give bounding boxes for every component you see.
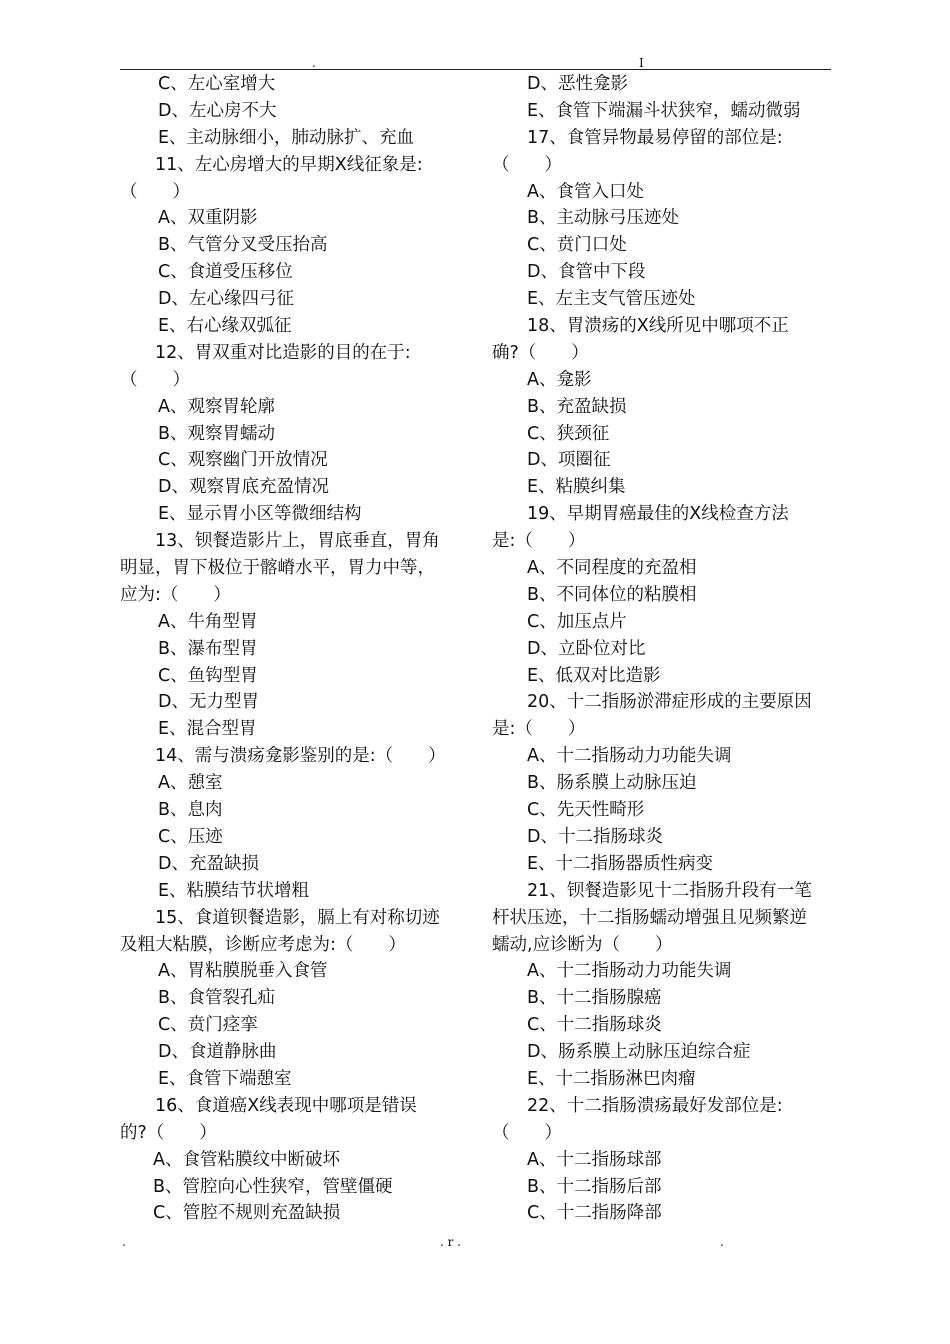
option-line: D、左心房不大 [158,100,277,121]
option-line: D、十二指肠球炎 [527,826,663,847]
question-line: 20、十二指肠淤滞症形成的主要原因 [527,692,812,713]
question-line: 12、胃双重对比造影的目的在于: [155,342,411,363]
question-line: 22、十二指肠溃疡最好发部位是: [527,1095,783,1116]
option-line: D、食道静脉曲 [158,1042,277,1063]
option-line: E、低双对比造影 [527,665,661,686]
option-line: A、憩室 [158,773,223,794]
question-continuation: 是:（ ） [492,531,586,552]
question-line: 11、左心房增大的早期X线征象是: [155,154,423,175]
question-continuation: 是:（ ） [492,719,586,740]
question-continuation: （ ） [492,154,562,175]
option-line: A、观察胃轮廓 [158,396,275,417]
option-line: E、食管下端憩室 [158,1068,292,1089]
option-line: A、牛角型胃 [158,611,258,632]
option-line: E、主动脉细小，肺动脉扩、充血 [158,127,415,148]
option-line: C、观察幽门开放情况 [158,450,328,471]
option-line: A、不同程度的充盈相 [527,558,697,579]
question-continuation: （ ） [120,181,190,202]
header-dot: . [312,56,316,70]
option-line: C、鱼钩型胃 [158,665,258,686]
question-line: 19、早期胃癌最佳的X线检查方法 [527,504,789,525]
question-line: 13、钡餐造影片上，胃底垂直，胃角 [155,531,440,552]
question-continuation: 及粗大粘膜，诊断应考虑为:（ ） [120,934,406,955]
question-continuation: 应为:（ ） [120,584,231,605]
option-line: D、肠系膜上动脉压迫综合症 [527,1042,751,1063]
footer-right-dot: . [720,1235,724,1249]
option-line: E、食管下端漏斗状狭窄，蠕动微弱 [527,100,801,121]
left-column [120,71,470,1227]
header-mark: I [639,56,644,70]
question-continuation: 杆状压迹，十二指肠蠕动增强且见频繁逆 [492,907,807,928]
option-line: B、十二指肠后部 [527,1176,662,1197]
option-line: C、压迹 [158,826,223,847]
option-line: A、食管粘膜纹中断破坏 [153,1149,340,1170]
option-line: D、立卧位对比 [527,638,646,659]
option-line: C、狭颈征 [527,423,610,444]
right-column [492,71,837,1227]
question-line: 15、食道钡餐造影，膈上有对称切迹 [155,907,440,928]
option-line: C、管腔不规则充盈缺损 [153,1203,341,1224]
option-line: A、龛影 [527,369,592,390]
option-line: A、食管入口处 [527,181,644,202]
question-line: 14、需与溃疡龛影鉴别的是:（ ） [155,746,446,767]
question-continuation: 确?（ ） [492,342,589,363]
option-line: B、瀑布型胃 [158,638,258,659]
option-line: B、息肉 [158,800,223,821]
option-line: C、十二指肠球炎 [527,1015,662,1036]
option-line: B、气管分叉受压抬高 [158,235,328,256]
question-continuation: 明显，胃下极位于髂嵴水平，胃力中等， [120,558,435,579]
option-line: A、双重阴影 [158,208,258,229]
option-line: B、肠系膜上动脉压迫 [527,773,697,794]
option-line: C、贲门口处 [527,235,627,256]
option-line: E、显示胃小区等微细结构 [158,504,362,525]
option-line: B、观察胃蠕动 [158,423,276,444]
question-line: 17、食管异物最易停留的部位是: [527,127,783,148]
option-line: E、粘膜结节状增粗 [158,880,310,901]
option-line: C、加压点片 [527,611,627,632]
option-line: B、充盈缺损 [527,396,627,417]
option-line: B、食管裂孔疝 [158,988,276,1009]
option-line: C、先天性畸形 [527,800,645,821]
option-line: A、十二指肠动力功能失调 [527,746,732,767]
option-line: E、十二指肠器质性病变 [527,853,714,874]
option-line: E、混合型胃 [158,719,257,740]
question-continuation: 蠕动,应诊断为（ ） [492,934,673,955]
option-line: D、观察胃底充盈情况 [158,477,329,498]
header-rule [120,69,831,70]
option-line: D、左心缘四弓征 [158,289,294,310]
option-line: D、无力型胃 [158,692,259,713]
option-line: B、十二指肠腺癌 [527,988,662,1009]
option-line: A、十二指肠动力功能失调 [527,961,732,982]
question-continuation: （ ） [492,1122,562,1143]
option-line: C、左心室增大 [158,74,276,94]
question-line: 18、胃溃疡的X线所见中哪项不正 [527,316,789,337]
option-line: A、十二指肠球部 [527,1149,662,1170]
option-line: E、右心缘双弧征 [158,316,292,337]
option-line: E、十二指肠淋巴肉瘤 [527,1068,696,1089]
option-line: D、恶性龛影 [527,74,628,94]
question-line: 21、钡餐造影见十二指肠升段有一笔 [527,880,812,901]
footer-center-mark: . r . [440,1235,461,1249]
option-line: D、项圈征 [527,450,611,471]
option-line: B、不同体位的粘膜相 [527,584,697,605]
option-line: A、胃粘膜脱垂入食管 [158,961,328,982]
question-continuation: （ ） [120,369,190,390]
option-line: E、左主支气管压迹处 [527,289,696,310]
question-line: 16、食道癌X线表现中哪项是错误 [155,1095,417,1116]
option-line: E、粘膜纠集 [527,477,626,498]
option-line: B、管腔向心性狭窄，管壁僵硬 [153,1176,393,1197]
option-line: D、食管中下段 [527,262,646,283]
option-line: C、十二指肠降部 [527,1203,662,1224]
option-line: D、充盈缺损 [158,853,259,874]
option-line: C、食道受压移位 [158,262,293,283]
footer-left-dot: . [122,1235,126,1249]
option-line: B、主动脉弓压迹处 [527,208,680,229]
question-continuation: 的?（ ） [120,1122,217,1143]
option-line: C、贲门痉挛 [158,1015,258,1036]
